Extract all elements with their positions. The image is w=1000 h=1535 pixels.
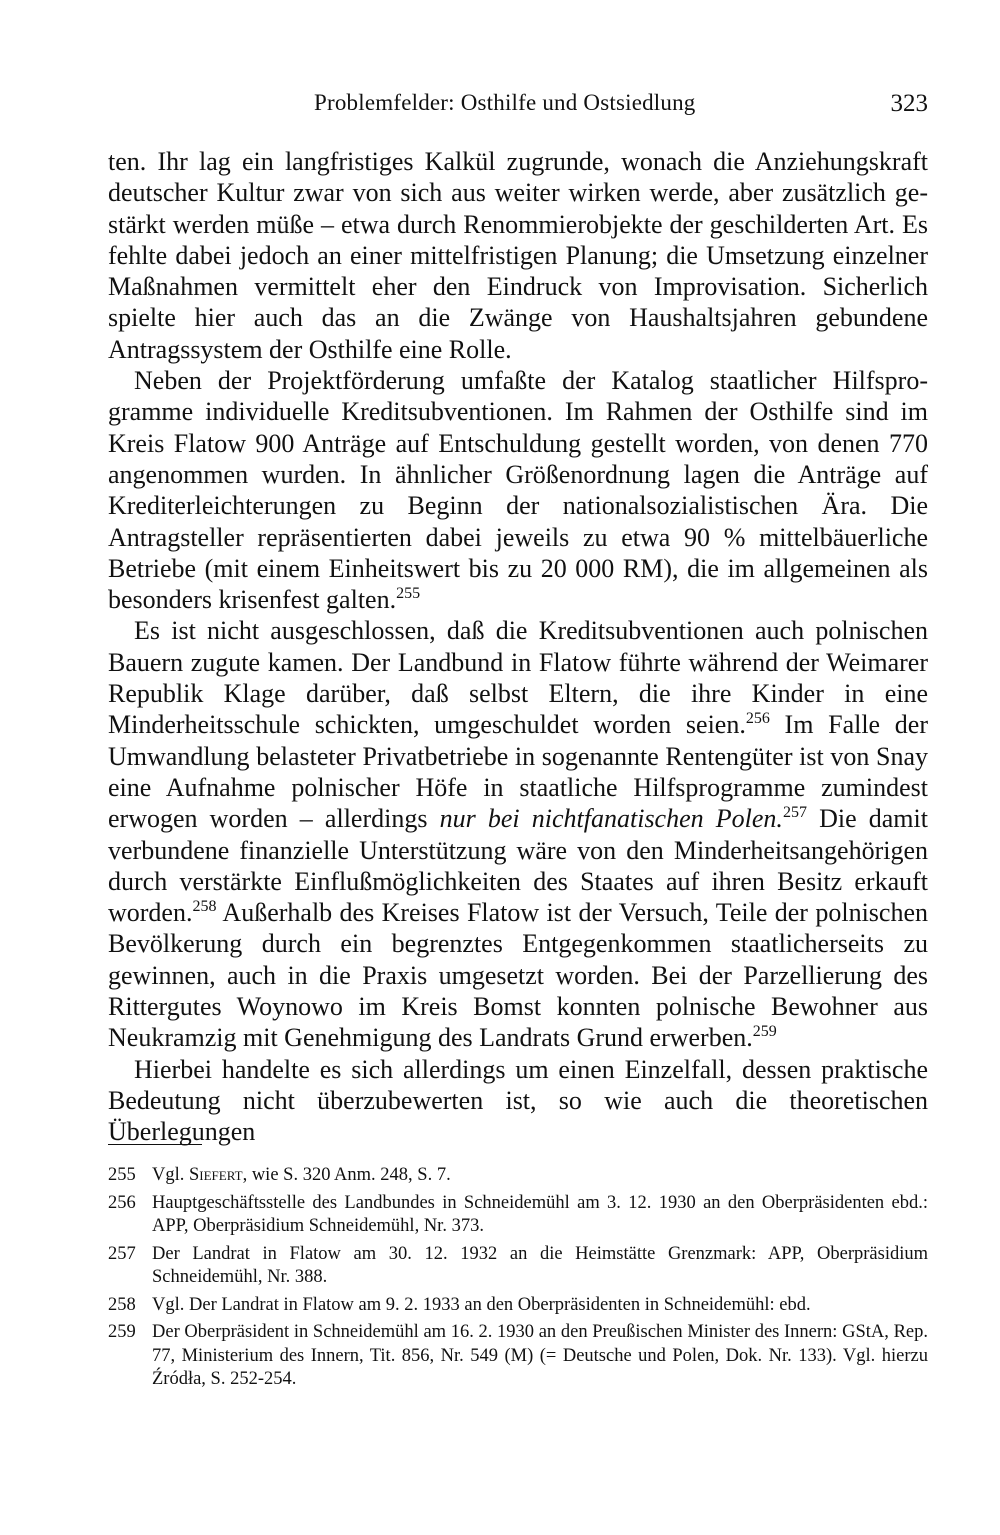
paragraph-3-text-a: Es ist nicht ausgeschlossen, daß die Kreditsubventionen auch polnischen Bauern zugute kamen. Der Landbund in Flatow führte während der Weimarer Republik Klage darüber, daß selbst Eltern, die ihre Kinder in eine Minderheitsschule schickten, umgeschuldet worden seien. — [108, 616, 928, 740]
paragraph-3-text-d: Außerhalb des Kreises Flatow ist der Versuch, Teile der polnischen Bevölkerung durch ein begrenztes Entgegenkommen staatlicherseits zu gewinnen, auch in die Praxis umgesetzt worden. Bei der Parzellierung des Rittergutes Woynowo im Kreis Bomst konnten polnische Bewohner aus Neukramzig mit Genehmigung des Landrats Grund erwerben. — [108, 898, 928, 1053]
footnote-text: Der Oberpräsident in Schneidemühl am 16. 2. 1930 an den Preußischen Minister des Innern: GStA, Rep. 77, Ministerium des Innern, Tit. 856, Nr. 549 (M) (= Deutsche und Polen, Dok. Nr. 133). Vgl. hierzu Źródła, S. 252-254. — [152, 1322, 928, 1389]
footnote-257 — [108, 1243, 928, 1290]
paragraph-3 — [108, 615, 928, 1053]
footnote-ref-258: 258 — [192, 898, 217, 916]
main-text — [108, 146, 928, 1148]
footnote-number: 256 — [108, 1192, 136, 1213]
italic-quote: nur bei nichtfanatischen Polen. — [439, 804, 783, 834]
footnote-number: 259 — [108, 1322, 136, 1342]
footnote-number: 257 — [108, 1243, 136, 1264]
paragraph-2 — [108, 365, 928, 615]
footnote-text-pre: Vgl. — [152, 1165, 189, 1185]
footnote-256 — [108, 1192, 928, 1239]
paragraph-3-text-b: Im Falle der Umwandlung belasteter Privatbetriebe in sogenannte Rentengüter ist von Snay eine Aufnahme polnischer Höfe in staatliche Hilfsprogramme zumindest erwogen worden – allerdings — [108, 710, 928, 834]
footnote-ref-257: 257 — [782, 804, 807, 822]
footnote-text-post: , wie S. 320 Anm. 248, S. 7. — [242, 1165, 451, 1185]
footnote-text: Vgl. Der Landrat in Flatow am 9. 2. 1933 an den Oberpräsidenten in Schneidemühl: ebd. — [152, 1294, 811, 1315]
footnote-number: 258 — [108, 1294, 136, 1315]
footnote-ref-255: 255 — [396, 585, 421, 603]
paragraph-4-text: Hierbei handelte es sich allerdings um einen Einzelfall, dessen praktische Bedeutung nicht überzubewerten ist, so wie auch die theoretischen Überlegungen — [108, 1054, 928, 1147]
footnote-255 — [108, 1164, 928, 1188]
footnote-258 — [108, 1294, 928, 1318]
author-name: Siefert — [189, 1165, 243, 1185]
footnote-259 — [108, 1321, 928, 1392]
footnote-ref-256: 256 — [745, 710, 770, 728]
paragraph-2-text: Neben der Projektförderung umfaßte der Katalog staatlicher Hilfsprogramme individuelle Kreditsubventionen. Im Rahmen der Osthilfe sind im Kreis Flatow 900 Anträge auf Entschuldung gestellt worden, von denen 770 angenommen wurden. In ähnlicher Größenordnung lagen die Anträge auf Krediterleichterungen zu Beginn der nationalsozialistischen Ära. Die Antragsteller repräsentierten dabei jeweils zu etwa 90 % mittelbäuerliche Betriebe (mit einem Einheitswert bis zu 20 000 RM), die im allgemeinen als besonders krisenfest galten. — [108, 366, 928, 615]
footnote-number: 255 — [108, 1165, 136, 1185]
footnote-text: Der Landrat in Flatow am 30. 12. 1932 an die Heimstätte Grenzmark: APP, Oberpräsidium Schneidemühl, Nr. 388. — [152, 1243, 928, 1287]
paragraph-4 — [108, 1054, 928, 1148]
footnote-ref-259: 259 — [752, 1023, 777, 1041]
footnote-text: Hauptgeschäftsstelle des Landbundes in Schneidemühl am 3. 12. 1930 an den Oberpräsidenten ebd.: APP, Oberpräsidium Schneidemühl, Nr. 373. — [152, 1192, 928, 1236]
running-head: Problemfelder: Osthilfe und Ostsiedlung — [314, 90, 696, 115]
footnote-text — [152, 1164, 928, 1188]
footnote-divider — [108, 1144, 202, 1145]
paragraph-1-text: ten. Ihr lag ein langfristiges Kalkül zugrunde, wonach die Anziehungskraft deutscher Kultur zwar von sich aus weiter wirken werde, aber zusätzlich gestärkt werden müße – etwa durch Renommierobjekte der geschilderten Art. Es fehlte dabei jedoch an einer mittelfristigen Planung; die Umsetzung einzelner Maßnahmen vermittelt eher den Eindruck von Improvisation. Sicherlich spielte hier auch das an die Zwänge von Haushaltsjahren gebundene Antragssystem der Osthilfe eine Rolle. — [108, 147, 928, 364]
paragraph-3-text-c: Die damit verbundene finanzielle Unterstützung wäre von den Minderheitsangehörigen durch verstärkte Einflußmöglichkeiten des Staates auf ihren Besitz erkauft worden. — [108, 804, 928, 928]
footnotes — [108, 1164, 928, 1396]
page-number: 323 — [890, 90, 928, 117]
paragraph-1 — [108, 146, 928, 365]
page-header — [108, 90, 928, 126]
